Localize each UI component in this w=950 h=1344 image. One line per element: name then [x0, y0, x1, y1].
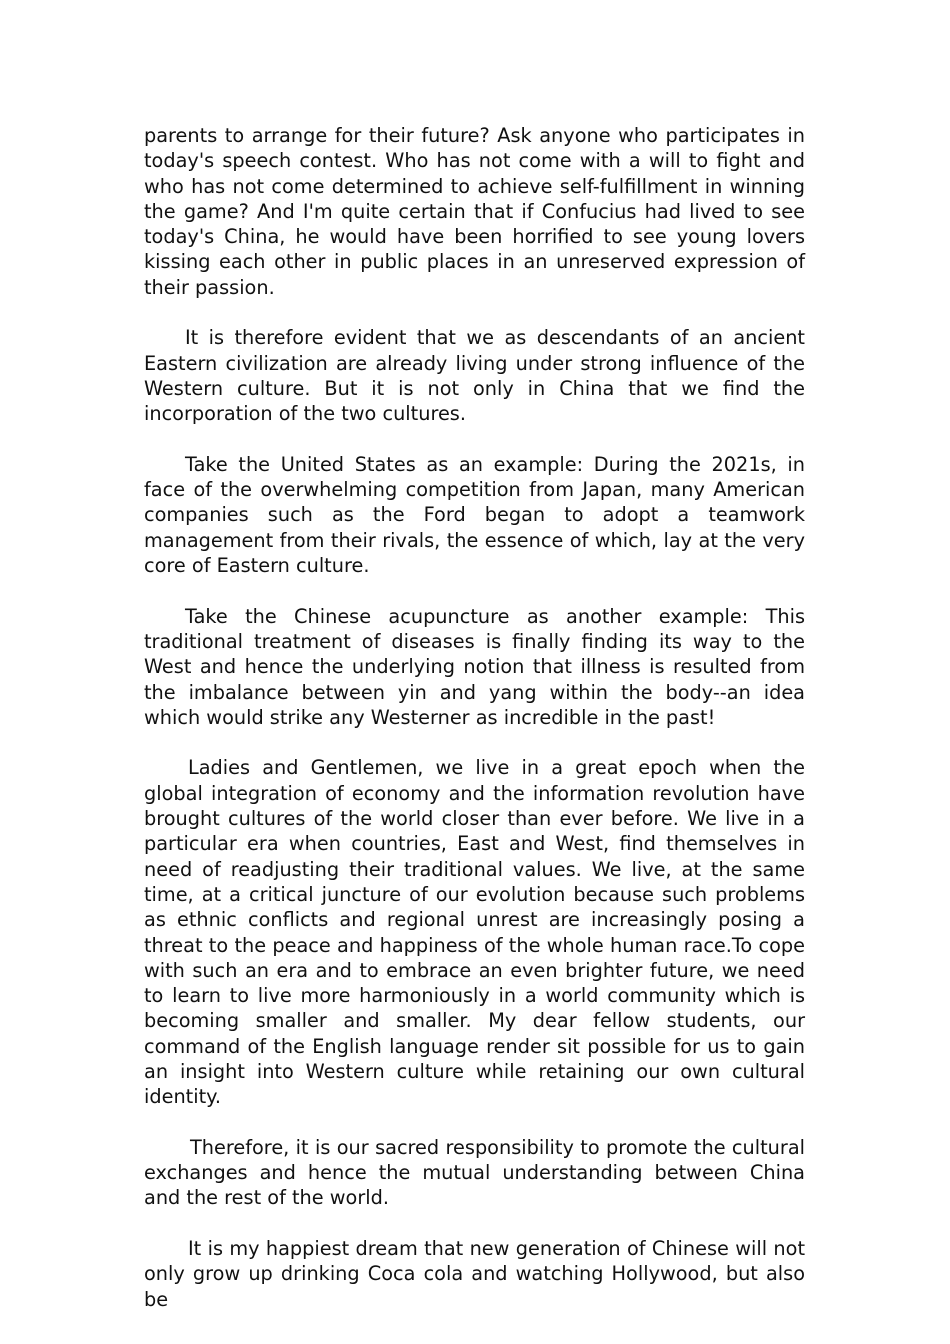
paragraph-eastern-civilization: It is therefore evident that we as descendants of an ancient Eastern civilization are already living under strong influence of the Western culture. But it is not only in China that we find the incorporation of the two cultures.: [144, 326, 805, 426]
paragraph-united-states-example: Take the United States as an example: During the 2021s, in face of the overwhelming competition from Japan, many American companies such as the Ford began to adopt a teamwork management from their rivals, the essence of which, lay at the very core of Eastern culture.: [144, 452, 805, 578]
paragraph-happiest-dream: It is my happiest dream that new generation of Chinese will not only grow up drinking Coca cola and watching Hollywood, but also be: [144, 1237, 805, 1311]
document-page: [144, 123, 805, 1337]
paragraph-continuation: parents to arrange for their future? Ask anyone who participates in today's speech contest. Who has not come with a will to fight and who has not come determined to achieve self-fulfillment in winning the game? And I'm quite certain that if Confucius had lived to see today's China, he would have been horrified to see young lovers kissing each other in public places in an unreserved expression of their passion.: [144, 124, 805, 299]
paragraph-sacred-responsibility: Therefore, it is our sacred responsibility to promote the cultural exchanges and hence the mutual understanding between China and the rest of the world.: [144, 1135, 805, 1210]
paragraph-acupuncture-example: Take the Chinese acupuncture as another example: This traditional treatment of diseases is finally finding its way to the West and hence the underlying notion that illness is resulted from the imbalance between yin and yang within the body--an idea which would strike any Westerner as incredible in the past!: [144, 604, 805, 729]
paragraph-great-epoch: Ladies and Gentlemen, we live in a great epoch when the global integration of economy and the information revolution have brought cultures of the world closer than ever before. We live in a particular era when countries, East and West, find themselves in need of readjusting their traditional values. We live, at the same time, at a critical juncture of our evolution because such problems as ethnic conflicts and regional unrest are increasingly posing a threat to the peace and happiness of the whole human race.To cope with such an era and to embrace an even brighter future, we need to learn to live more harmoniously in a world community which is becoming smaller and smaller. My dear fellow students, our command of the English language render sit possible for us to gain an insight into Western culture while retaining our own cultural identity.: [144, 756, 805, 1109]
